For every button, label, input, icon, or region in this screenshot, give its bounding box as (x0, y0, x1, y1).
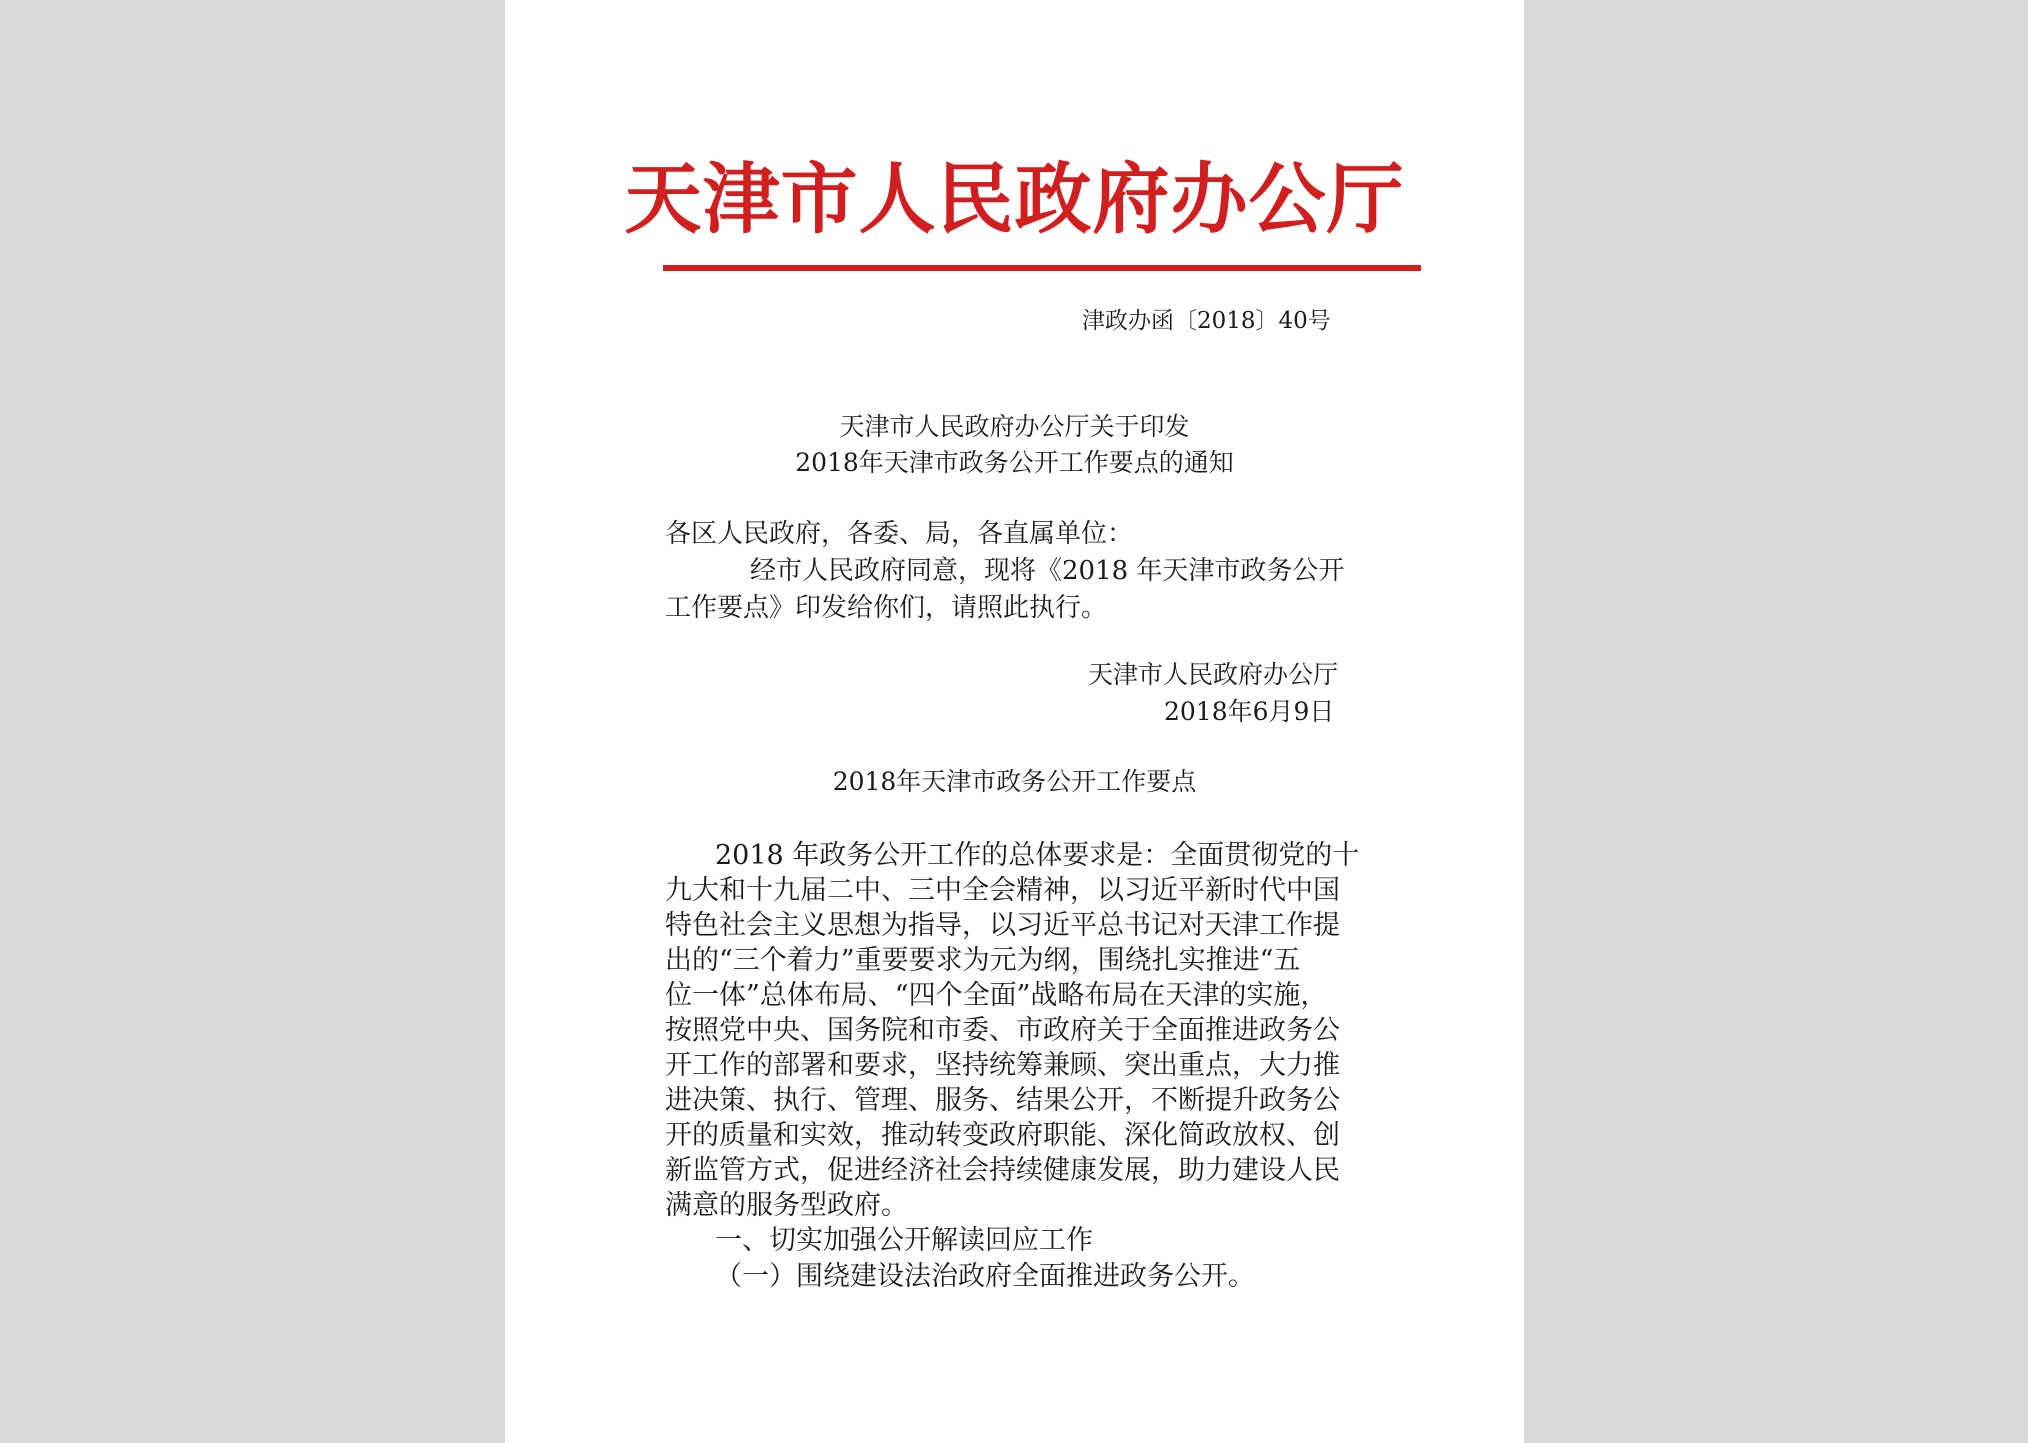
document-number: 津政办函〔2018〕40号 (1082, 308, 1331, 334)
paragraph-line: 开的质量和实效，推动转变政府职能、深化简政放权、创 (665, 1120, 1340, 1151)
notice-body-line-1: 经市人民政府同意，现将《2018 年天津市政务公开 (750, 556, 1345, 586)
issuing-office-title: 天津市人民政府办公厅 (624, 155, 1405, 245)
document-page (505, 0, 1524, 1443)
paragraph-line: 出的“三个着力”重要要求为元为纲，围绕扎实推进“五 (665, 945, 1301, 976)
issuer-signature: 天津市人民政府办公厅 (1088, 660, 1339, 689)
issue-date: 2018年6月9日 (1164, 697, 1335, 726)
paragraph-line: 进决策、执行、管理、服务、结果公开，不断提升政务公 (665, 1085, 1340, 1116)
notice-body-line-2: 工作要点》印发给你们，请照此执行。 (665, 593, 1108, 623)
red-header-rule (663, 265, 1421, 271)
paragraph-line: 特色社会主义思想为指导，以习近平总书记对天津工作提 (665, 910, 1340, 941)
subsection-heading: （一）围绕建设法治政府全面推进政务公开。 (715, 1261, 1255, 1292)
paragraph-line: 满意的服务型政府。 (665, 1190, 908, 1221)
paragraph-line: 新监管方式，促进经济社会持续健康发展，助力建设人民 (665, 1155, 1340, 1186)
paragraph-line: 开工作的部署和要求，坚持统筹兼顾、突出重点，大力推 (665, 1050, 1340, 1081)
notice-title-line-2: 2018年天津市政务公开工作要点的通知 (795, 448, 1234, 477)
section-heading: 一、切实加强公开解读回应工作 (715, 1225, 1093, 1256)
addressee: 各区人民政府，各委、局，各直属单位： (665, 519, 1134, 549)
paragraph-line: 位一体”总体布局、“四个全面”战略布局在天津的实施， (665, 980, 1328, 1011)
work-points-title: 2018年天津市政务公开工作要点 (832, 767, 1197, 796)
paragraph-line: 按照党中央、国务院和市委、市政府关于全面推进政务公 (665, 1015, 1340, 1046)
notice-title-line-1: 天津市人民政府办公厅关于印发 (839, 412, 1190, 441)
paragraph-line: 2018 年政务公开工作的总体要求是：全面贯彻党的十 (715, 840, 1360, 871)
paragraph-line: 九大和十九届二中、三中全会精神，以习近平新时代中国 (665, 875, 1340, 906)
